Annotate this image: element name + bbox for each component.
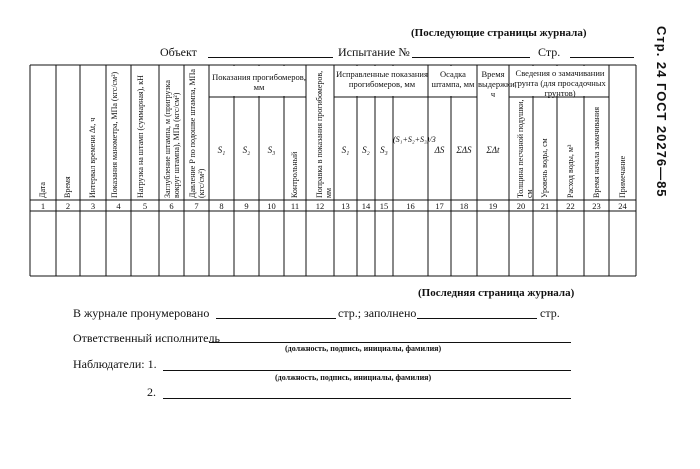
sign-caption-2: (должность, подпись, инициалы, фамилия) [275,373,432,382]
column-number: 23 [592,201,601,211]
column-number: 17 [435,201,444,211]
column-title: Показания манометра, МПа (кгс/см²) [109,71,119,198]
column-number: 6 [169,201,174,211]
test-label: Испытание № [338,45,410,59]
column-title: Время начала замачивания [591,106,601,198]
column-title: Расход воды, м³ [565,144,575,198]
column-number: 7 [194,201,199,211]
group-wetting-info: Сведения о замачивании грунта (для просадочных грунтов) [514,68,606,98]
numbered-label: В журнале пронумеровано [73,306,210,320]
column-number: 14 [361,201,371,211]
column-title: Контрольный [290,151,299,198]
filled-pages-field[interactable] [417,318,537,319]
numbered-pages-field[interactable] [216,318,336,319]
column-title: ΣΔS [456,145,472,155]
column-title: Поправка в показания прогибомеров, мм [315,70,333,198]
column-title: S₃ [267,145,276,155]
observer-2-label: 2. [147,385,156,399]
pages-filled-label: стр.; заполнено [338,306,417,320]
column-number: 11 [290,201,300,211]
responsible-field[interactable] [209,342,571,343]
column-title: S₁ [217,145,226,155]
column-title: Толщина песчаной подушки, см [516,99,534,198]
column-number: 9 [244,201,249,211]
observer-2-field[interactable] [163,398,571,399]
column-title: Заглубление штампа, м (пригрузка вокруг штампа), МПа (кгс/см²) [162,80,181,198]
responsible-label: Ответственный исполнитель [73,331,220,345]
last-note: (Последняя страница журнала) [418,287,575,299]
column-number: 13 [341,201,350,211]
pages-end-label: стр. [540,306,560,320]
column-title: S₂ [362,145,370,155]
column-title: ΔS [434,145,445,155]
column-number: 10 [267,201,276,211]
column-title: Дата [38,182,47,198]
column-title: S₂ [242,145,251,155]
column-number: 15 [379,201,389,211]
column-title: Примечание [617,155,627,198]
column-number: 4 [116,201,121,211]
column-number: 2 [65,201,71,211]
column-number: 18 [459,201,469,211]
page-label: Стр. [538,45,561,59]
column-title: S₁ [341,145,350,155]
column-number: 24 [618,201,627,211]
column-title: Время [63,176,72,198]
column-number: 8 [219,201,224,211]
column-title: Уровень воды, см [540,138,549,198]
column-number: 20 [516,201,526,211]
column-title: Нагрузка на штамп (суммарная), кН [136,75,145,198]
object-label: Объект [160,45,197,59]
column-number: 16 [406,201,415,211]
column-number: 19 [488,201,498,211]
top-note: (Последующие страницы журнала) [411,27,587,39]
column-number: 1 [40,201,46,211]
sign-caption-1: (должность, подпись, инициалы, фамилия) [285,344,442,353]
group-gauge-readings: Показания прогибомеров, мм [212,72,306,92]
side-running-header: Стр. 24 ГОСТ 20276—85 [654,26,669,198]
column-number: 22 [566,201,575,211]
column-number: 12 [315,201,325,211]
group-settlement: Осадка штампа, мм [431,69,475,89]
observers-label: Наблюдатели: 1. [73,357,157,371]
group-corrected-readings: Исправленные показания прогибомеров, мм [336,69,428,89]
column-title: ΣΔt [486,145,500,155]
column-title: S₃ [380,145,388,155]
column-number: 21 [540,201,550,211]
column-number: 3 [90,201,96,211]
group-holding-time: Время выдержки, ч [478,69,517,99]
column-title: Интервал времени Δt, ч [88,117,97,198]
column-title: Давление P по подошве штампа, МПа (кгс/см²) [187,69,206,198]
observer-1-field[interactable] [163,370,571,371]
column-title: (S₁+S₂+S₃)/3 [393,135,436,144]
column-number: 5 [142,201,148,211]
